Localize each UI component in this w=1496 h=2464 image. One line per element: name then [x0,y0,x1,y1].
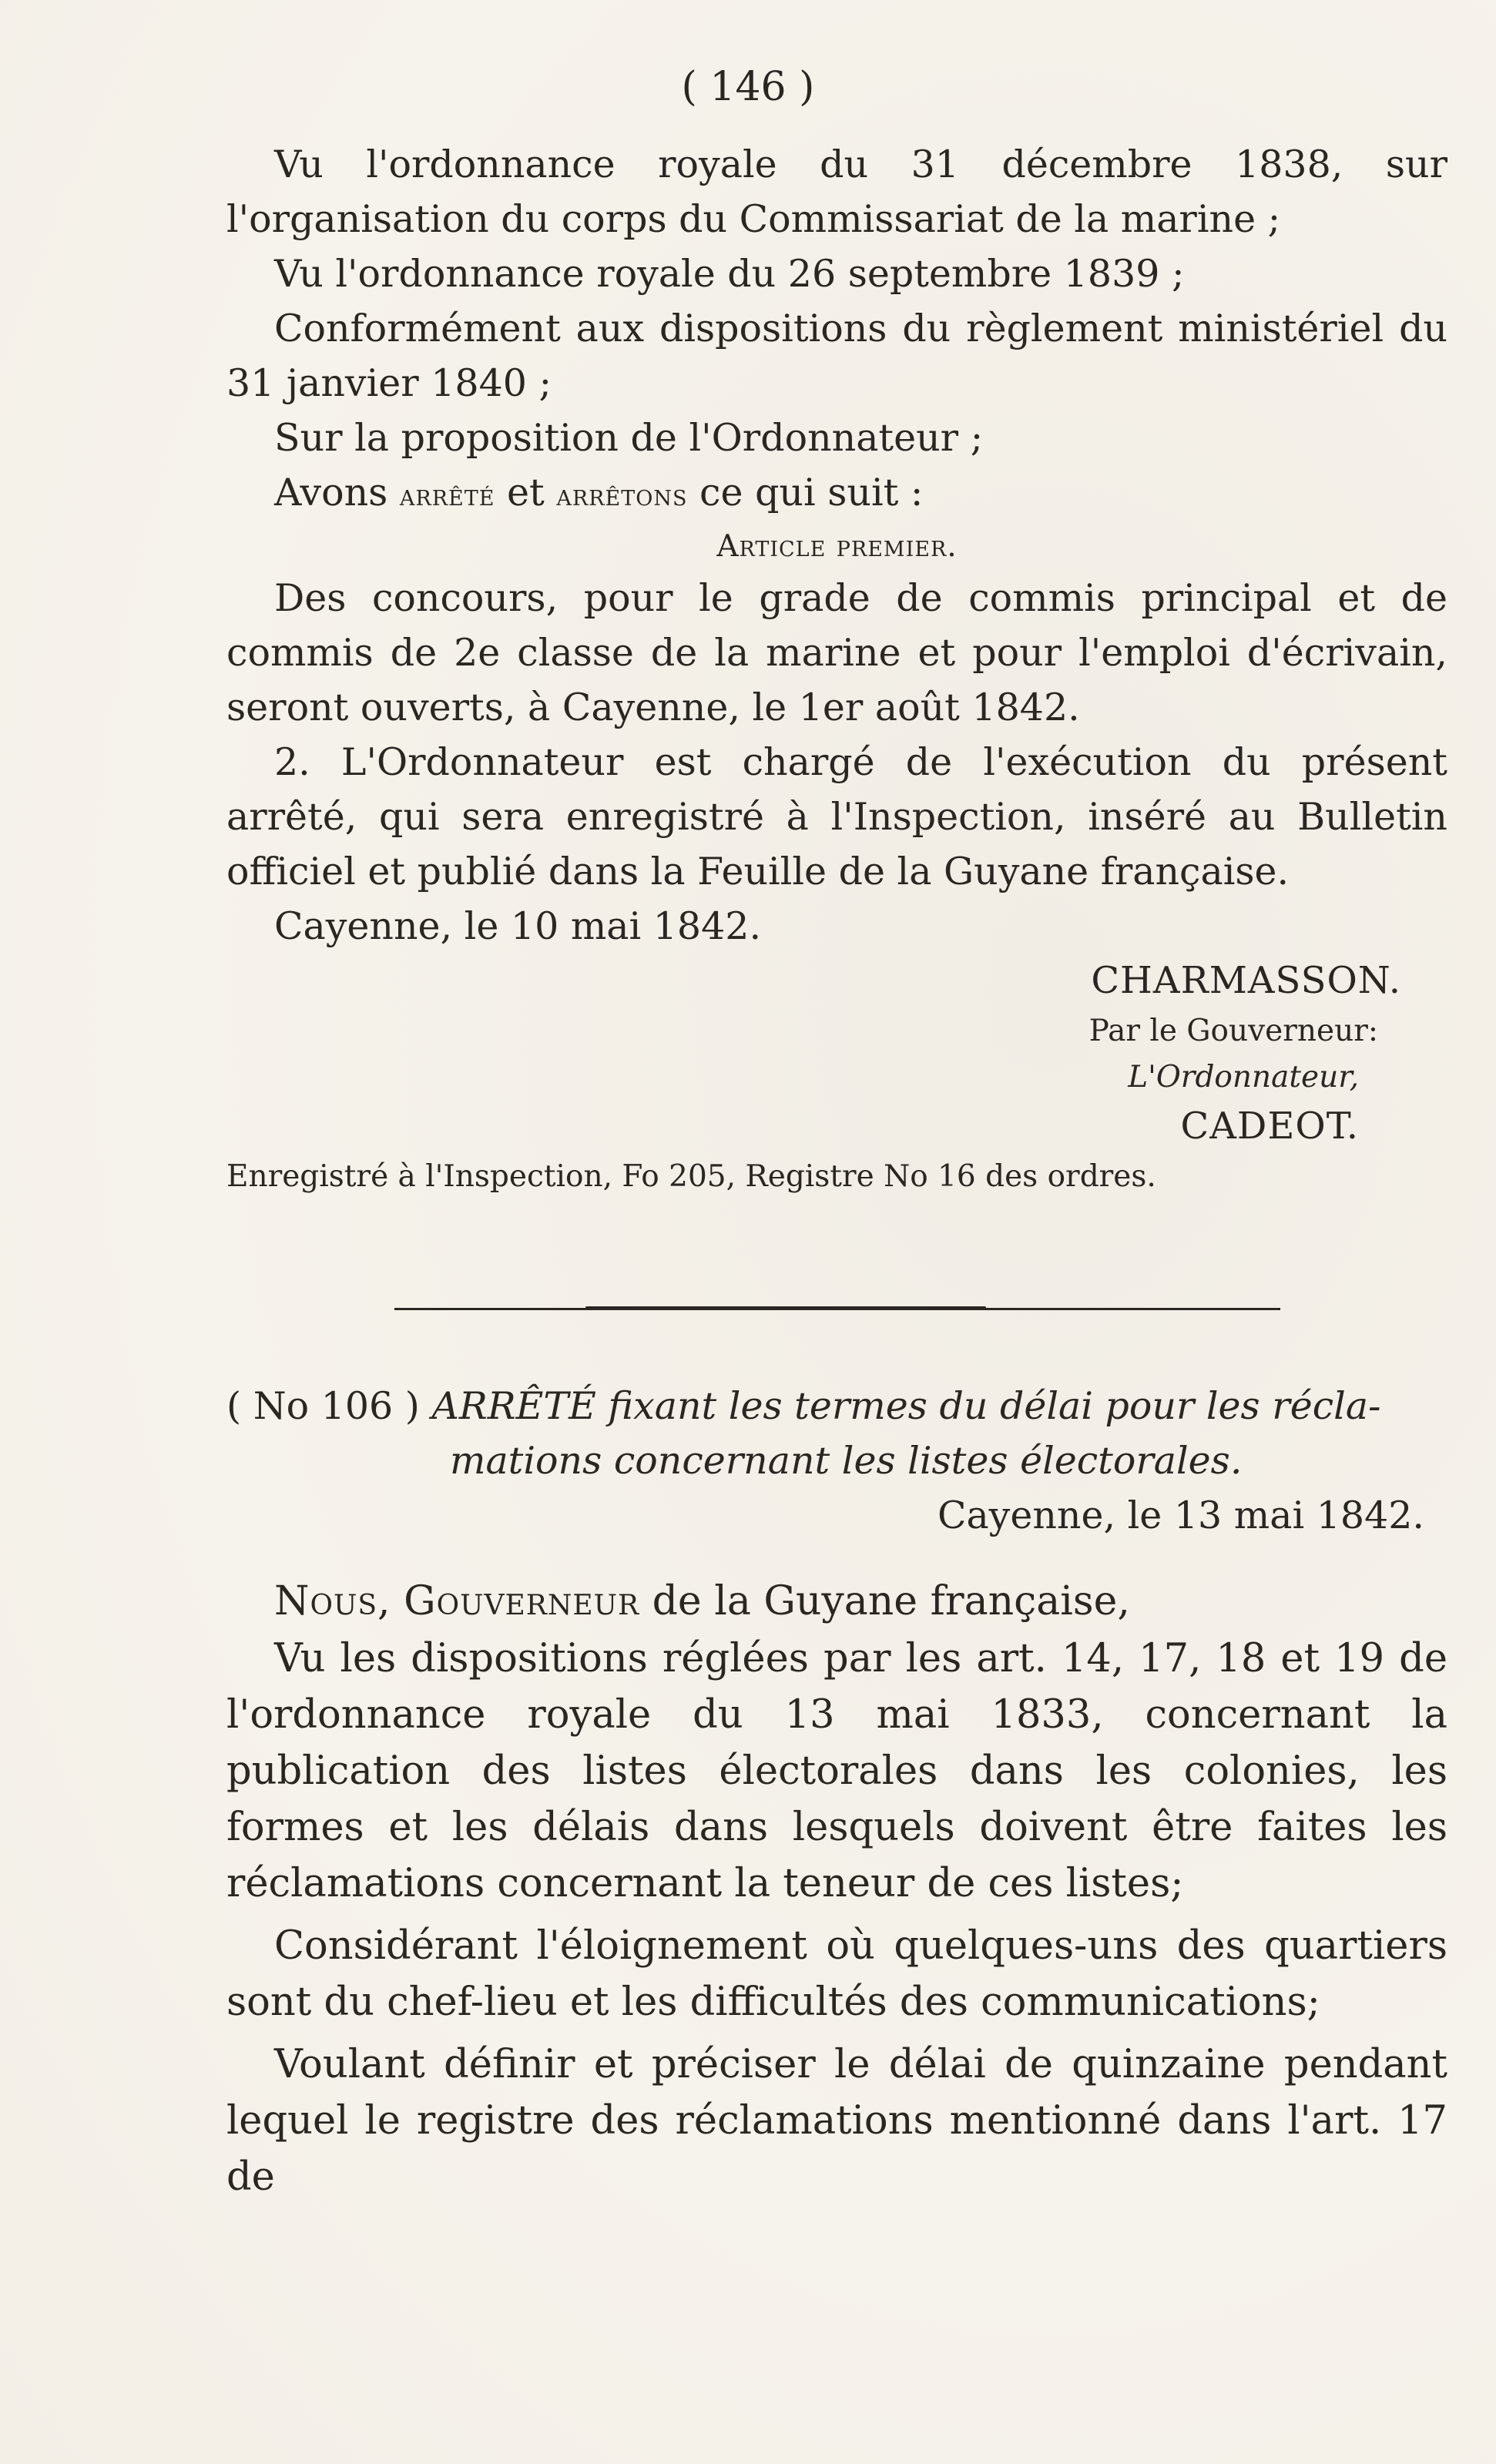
separator-rule-thick [585,1306,986,1309]
arrete-date: Cayenne, le 13 mai 1842. [937,1493,1424,1537]
article-heading: Article premier. [716,529,958,564]
arrete-number: ( No 106 ) [226,1384,420,1428]
page-number: ( 146 ) [681,64,815,110]
nous-line [226,1572,1447,1631]
section-1 [226,137,1447,1202]
article-2: 2. L'Ordonnateur est chargé de l'exécution du présent arrêté, qui sera enregistré à l'Inspection, inséré au Bulletin officiel et publié dans la Feuille de la Guyane française. [226,740,1447,893]
registration-note: Enregistré à l'Inspection, Fo 205, Registre No 16 des ordres. [226,1159,1156,1194]
paragraph: Voulant définir et préciser le délai de quinzaine pendant lequel le registre des réclamations mentionné dans l'art. 17 de [226,2042,1447,2200]
arrete-title-line2: mations concernant les listes électorales. [450,1439,1243,1483]
avons-line [226,465,1447,523]
avons-suffix: ce qui suit : [699,471,924,515]
ordonnateur-label: L'Ordonnateur, [1128,1060,1359,1095]
paragraph: Vu l'ordonnance royale du 31 décembre 1838, sur l'organisation du corps du Commissariat de la marine ; [226,142,1447,241]
date-line: Cayenne, le 10 mai 1842. [274,904,762,948]
arrete-title [226,1379,1447,1488]
paragraph: Conformément aux dispositions du règlement ministériel du 31 janvier 1840 ; [226,307,1447,405]
signature-charmasson: CHARMASSON. [1091,959,1401,1002]
paragraph: Vu les dispositions réglées par les art. 14, 17, 18 et 19 de l'ordonnance royale du 13 mai 1833, concernant la publication des listes électorales dans les colonies, les formes et les délais dans lesquels doivent être faites les réclamations concernant la teneur de ces listes; [226,1636,1447,1906]
avons-prefix: Avons [274,471,388,515]
signature-cadeot: CADEOT. [1180,1105,1359,1148]
nous-gouverneur: Gouverneur [404,1578,640,1624]
par-le-gouverneur: Par le Gouverneur: [1088,1014,1378,1048]
article-1: Des concours, pour le grade de commis principal et de commis de 2e classe de la marine et pour l'emploi d'écrivain, seront ouverts, à Cayenne, le 1er août 1842. [226,576,1447,729]
paragraph: Sur la proposition de l'Ordonnateur ; [274,416,984,460]
paragraph: Considérant l'éloignement où quelques-uns des quartiers sont du chef-lieu et les difficultés des communications; [226,1923,1447,2025]
nous-prefix: Nous, [274,1578,391,1624]
section-2 [226,1379,1447,2205]
nous-suffix: de la Guyane française, [652,1578,1130,1624]
avons-arrete: arrêté [399,478,495,513]
avons-arretons: arrêtons [556,478,688,513]
avons-et: et [507,471,545,515]
paragraph: Vu l'ordonnance royale du 26 septembre 1839 ; [274,252,1185,296]
arrete-title-line1: ARRÊTÉ fixant les termes du délai pour les récla- [431,1384,1381,1428]
